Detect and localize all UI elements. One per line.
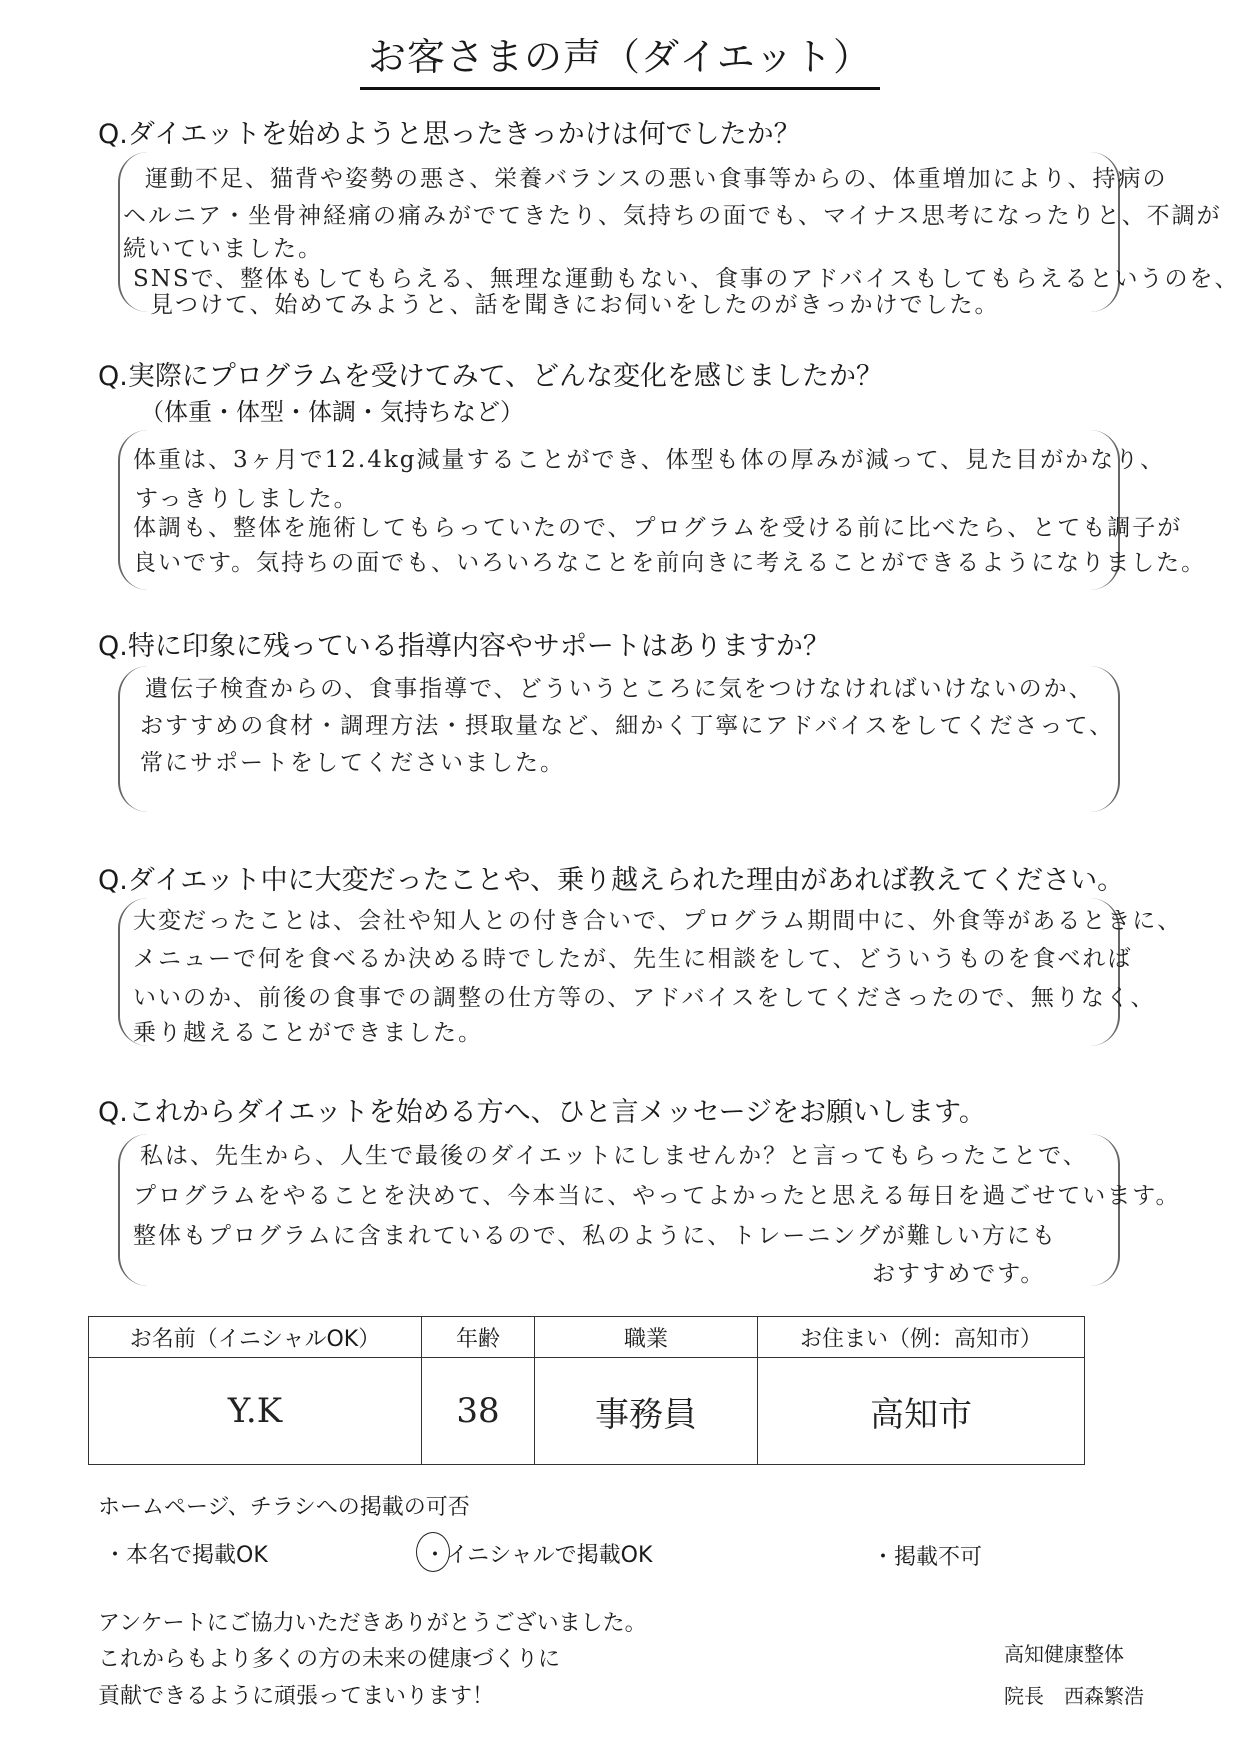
answer-3-line-2: おすすめの食材・調理方法・摂取量など、細かく丁寧にアドバイスをしてくださって、 (140, 713, 1115, 739)
answer-1-line-3: 続いていました。 (123, 236, 323, 262)
question-2-sub: （体重・体型・体調・気持ちなど） (140, 398, 524, 426)
closing-line-1: アンケートにご協力いただきありがとうございました。 (98, 1611, 647, 1636)
signature-person: 院長 西森繁浩 (1004, 1684, 1144, 1708)
answer-5-line-3: 整体もプログラムに含まれているので、私のように、トレーニングが難しい方にも (133, 1223, 1057, 1249)
value-age: 38 (422, 1358, 535, 1465)
answer-2-line-1: 体重は、3ヶ月で12.4kg減量することができ、体型も体の厚みが減って、見た目がかなり、 (133, 447, 1166, 473)
answer-3-line-3: 常にサポートをしてくださいました。 (140, 750, 565, 776)
question-3: Q.特に印象に残っている指導内容やサポートはありますか？ (98, 631, 830, 662)
answer-2-line-2: すっきりしました。 (135, 486, 359, 512)
publish-option-real-name: ・本名で掲載OK (104, 1543, 268, 1568)
info-value-row (89, 1358, 1085, 1465)
answer-1-line-4: SNSで、整体もしてもらえる、無理な運動もない、食事のアドバイスもしてもらえるというのを、 (133, 266, 1240, 292)
answer-1-line-2: ヘルニア・坐骨神経痛の痛みがでてきたり、気持ちの面でも、マイナス思考になったりと、不調が (123, 203, 1222, 229)
answer-1-line-1: 運動不足、猫背や姿勢の悪さ、栄養バランスの悪い食事等からの、体重増加により、持病の (145, 166, 1168, 192)
value-residence: 高知市 (758, 1358, 1085, 1465)
value-occupation: 事務員 (535, 1358, 758, 1465)
publish-option-not-allowed: ・掲載不可 (872, 1545, 983, 1570)
publish-option-initials: ・イニシャルで掲載OK (424, 1543, 653, 1568)
value-name: Y.K (89, 1358, 422, 1465)
signature-org: 高知健康整体 (1004, 1642, 1124, 1666)
answer-4-line-3: いいのか、前後の食事での調整の仕方等の、アドバイスをしてくださったので、無りなく、 (133, 985, 1156, 1011)
answer-2-line-4: 良いです。気持ちの面でも、いろいろなことを前向きに考えることができるようになりました。 (133, 550, 1207, 576)
answer-5-line-1: 私は、先生から、人生で最後のダイエットにしませんか？と言ってもらったことで、 (140, 1143, 1088, 1169)
customer-info-table (88, 1316, 1085, 1465)
answer-2-line-3: 体調も、整体を施術してもらっていたので、プログラムを受ける前に比べたら、とても調子が (133, 515, 1183, 541)
header-age: 年齢 (422, 1317, 535, 1358)
page-title-text: お客さまの声（ダイエット） (360, 26, 880, 90)
answer-4-line-1: 大変だったことは、会社や知人との付き合いで、プログラム期間中に、外食等があるときに、 (133, 908, 1183, 934)
answer-5-line-4: おすすめです。 (872, 1261, 1046, 1287)
header-residence: お住まい（例：高知市） (758, 1317, 1085, 1358)
page-title (0, 26, 1240, 90)
question-5: Q.これからダイエットを始める方へ、ひと言メッセージをお願いします。 (98, 1097, 986, 1128)
header-occupation: 職業 (535, 1317, 758, 1358)
info-header-row (89, 1317, 1085, 1358)
question-2: Q.実際にプログラムを受けてみて、どんな変化を感じましたか？ (98, 361, 884, 392)
publish-heading: ホームページ、チラシへの掲載の可否 (98, 1495, 470, 1520)
question-1: Q.ダイエットを始めようと思ったきっかけは何でしたか？ (98, 119, 801, 150)
header-name: お名前（イニシャルOK） (89, 1317, 422, 1358)
answer-5-line-2: プログラムをやることを決めて、今本当に、やってよかったと思える毎日を過ごせています。 (133, 1183, 1181, 1209)
answer-4-line-2: メニューで何を食べるか決める時でしたが、先生に相談をして、どういうものを食べれば (133, 946, 1133, 972)
answer-3-line-1: 遺伝子検査からの、食事指導で、どういうところに気をつけなければいけないのか、 (145, 676, 1094, 702)
answer-1-line-5: 見つけて、始めてみようと、話を聞きにお伺いをしたのがきっかけでした。 (150, 292, 1000, 318)
answer-4-line-4: 乗り越えることができました。 (133, 1020, 483, 1046)
closing-line-3: 貢献できるように頑張ってまいります！ (98, 1684, 495, 1709)
question-4: Q.ダイエット中に大変だったことや、乗り越えられた理由があれば教えてください。 (98, 865, 1125, 896)
closing-line-2: これからもより多くの方の未来の健康づくりに (98, 1647, 561, 1672)
